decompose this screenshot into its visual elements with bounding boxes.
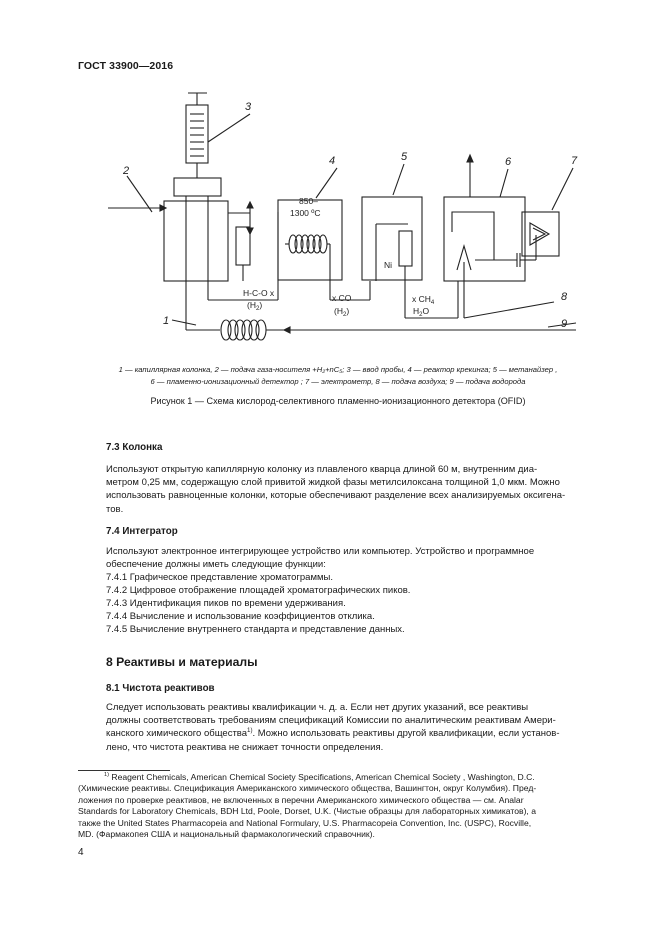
footnote: $^{1)}$ Reagent Chemicals, American Chemical Society Specifications, American Chemical Society , Washington, D.C. (Химические реактивы. Спецификация Американского химического общества, Вашингтон, округ Колумбия). Пред- ложения по проверке реактивов, не включенных в перечни Американского химического общества — см. Analar Standards for Laboratory Chemicals, BDH Ltd, Poole, Dorset, U.K. (Чистые образцы для лабораторных химикатов), а также the United States Pharmacopeia and National Formulary, U.S. Pharmacopeia Convention, Inc. (USPC), Rocville, MD. (Фармакопея США и национальный фармакологический справочник). [78, 772, 537, 840]
list-item: 7.4.3 Идентификация пиков по времени удерживания. [106, 598, 346, 609]
leader-5 [393, 164, 404, 195]
flame-ionization-detector [444, 197, 525, 281]
ofid-schematic-diagram [100, 80, 600, 350]
label-9: 9 [561, 318, 568, 330]
injector-block [174, 178, 221, 196]
section-8-1-text: Следует использовать реактивы квалификации ч. д. а. Если нет других указаний, все реактивы должны соответствовать требованиям спецификаций Комиссии по аналитическим реактивам Амери- канского химического общества$^{1)}$. Можно использовать реактивы другой квалификации, если установ- лено, что чистота реактива не снижает точности определения. [106, 702, 560, 753]
footnote-marker: 1) [104, 772, 109, 779]
section-7-4-heading: 7.4 Интегратор [106, 526, 178, 537]
section-8-heading: 8 Реактивы и материалы [106, 655, 258, 669]
xch4-label: x $CH_4$ [412, 294, 435, 306]
label-1: 1 [163, 315, 170, 327]
figure-legend-line1: 1 — капиллярная колонка, 2 — подача газа-носителя +H₂+nC₅; 3 — ввод пробы, 4 — реактор крекинга; 5 — метанайзер , [118, 365, 558, 374]
xco-label: x CO [332, 293, 352, 303]
h2-label-b: $(H_2)$ [334, 306, 350, 318]
label-3: 3 [245, 101, 252, 113]
exhaust-arrow-icon [467, 155, 473, 162]
footnote-ref: 1) [247, 727, 253, 735]
list-item: 7.4.1 Графическое представление хроматограммы. [106, 572, 333, 583]
h2o-label: $H_2O$ [413, 306, 430, 318]
list-item: 7.4.5 Вычисление внутреннего стандарта и представление данных. [106, 624, 405, 635]
reactor-heater-coil [289, 235, 327, 253]
electrometer [522, 212, 559, 256]
label-7: 7 [571, 155, 578, 167]
document-header: ГОСТ 33900—2016 [78, 60, 174, 72]
figure-legend-line2: 6 — пламенно-ионизационный детектор ; 7 — электрометр, 8 — подача воздуха; 9 — подача водорода [150, 377, 526, 386]
label-5: 5 [401, 151, 408, 163]
column-oven [164, 201, 228, 281]
leader-6 [500, 169, 508, 197]
temp-label-line2: 1300 ºC [290, 208, 321, 218]
split-restrictor [236, 227, 250, 265]
leader-7 [552, 168, 573, 210]
figure-title: Рисунок 1 — Схема кислород-селективного пламенно-ионизационного детектора (OFID) [150, 396, 526, 406]
section-8-1-heading: 8.1 Чистота реактивов [106, 683, 215, 694]
ni-label: Ni [384, 260, 393, 270]
label-8: 8 [561, 291, 568, 303]
temp-label-line1: 850– [299, 196, 318, 206]
label-6: 6 [505, 156, 512, 168]
air-supply-line [464, 302, 554, 318]
h2-label-a: $(H_2)$ [247, 300, 263, 312]
label-4: 4 [329, 155, 336, 167]
ni-catalyst [399, 231, 412, 266]
page-number: 4 [78, 847, 84, 858]
capillary-column-coil [221, 320, 266, 340]
leader-1 [172, 320, 196, 325]
list-item: 7.4.4 Вычисление и использование коэффициентов отклика. [106, 611, 375, 622]
leader-4 [316, 168, 337, 198]
list-item: 7.4.2 Цифровое отображение площадей хроматографических пиков. [106, 585, 411, 596]
section-7-3-text: Используют открытую капиллярную колонку из плавленого кварца длиной 60 м, внутренним диа- метром 0,25 мм, содержащую слой привитой жидкой фазы метилсилоксана толщиной 1,0 мкм. Можно использовать равноценные колонки, которые обеспечивают разделение всех анализируемых оксигена- тов. [106, 464, 566, 515]
leader-2 [127, 176, 152, 212]
leader-3 [208, 114, 250, 142]
section-7-4-text: Используют электронное интегрирующее устройство или компьютер. Устройство и программное обеспечение должны иметь следующие функции: [106, 546, 535, 571]
section-7-3-heading: 7.3 Колонка [106, 442, 163, 453]
footnote-divider [78, 770, 170, 771]
hco-label: H-C-O x [243, 288, 275, 298]
carrier-arrow-icon [160, 205, 166, 211]
label-2: 2 [123, 165, 130, 177]
